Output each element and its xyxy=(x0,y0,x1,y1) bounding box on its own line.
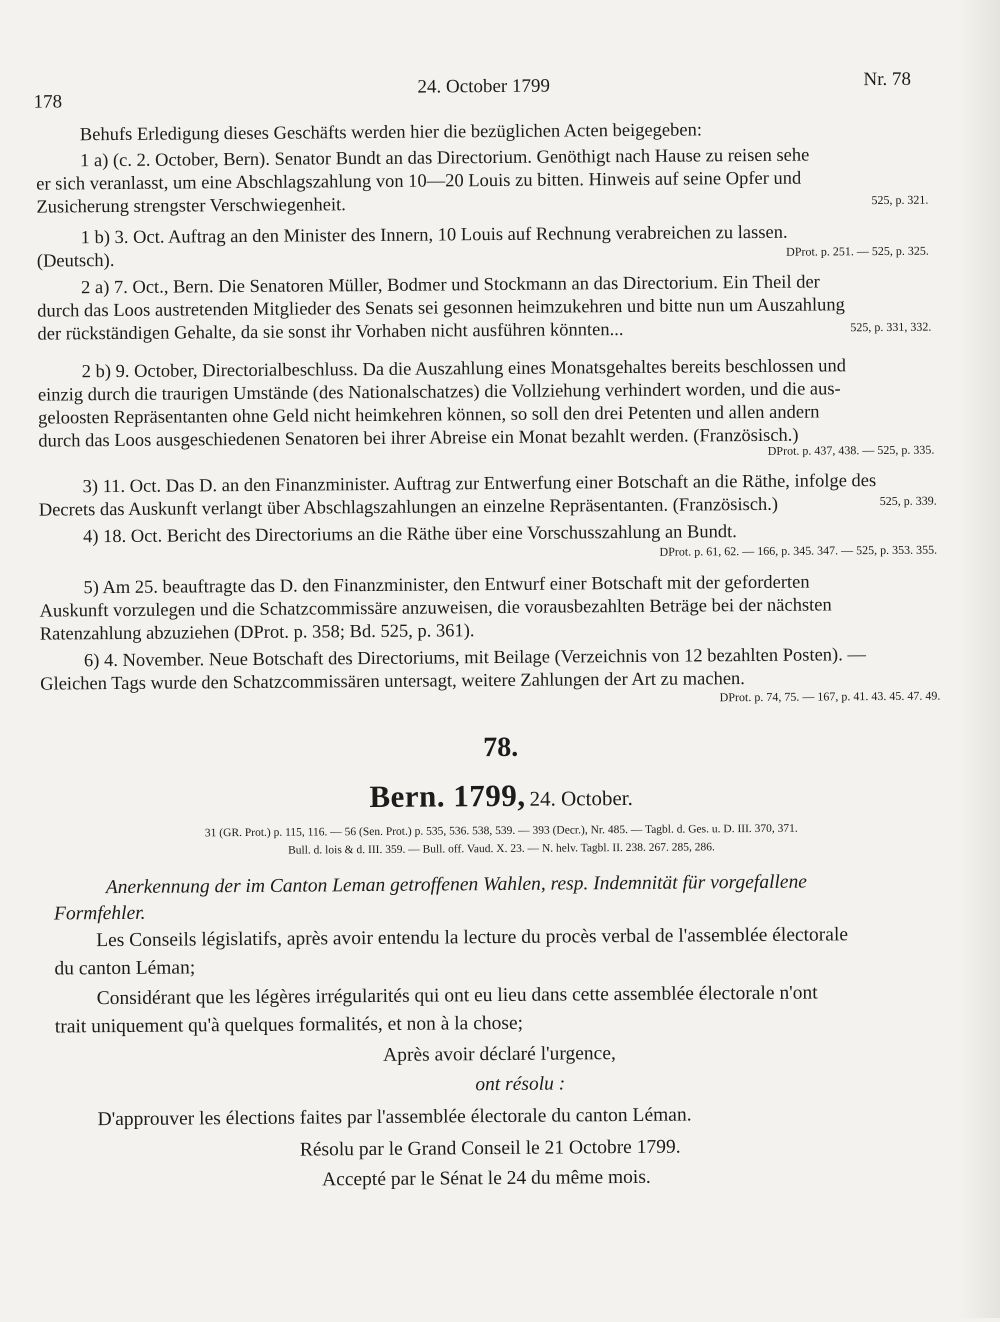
decree-heading-line2: Formfehler. xyxy=(53,902,146,925)
decree-urgence: Après avoir déclaré l'urgence, xyxy=(383,1043,616,1066)
section-number: 78. xyxy=(483,731,519,764)
section-place-year: Bern. 1799, xyxy=(369,777,526,815)
page-edge-shadow xyxy=(960,0,1000,1318)
entry-2a: 2 a) 7. Oct., Bern. Die Senatoren Müller, Bodmer und Stockmann an das Directorium. Ein Theil der durch das Loos austretenden Mitglieder des Senats sei gesonnen heimzukehren und bitte nun um Auszahlung der rückständigen Gehalte, da sie sonst ihr Vorhaben nicht ausführen könnten... xyxy=(37,272,845,345)
decree-accepted-by: Accepté par le Sénat le 24 du même mois. xyxy=(322,1166,651,1191)
intro-text: Behufs Erledigung dieses Geschäfts werden hier die bezüglichen Acten beigegeben: xyxy=(79,120,703,146)
source-references: 31 (GR. Prot.) p. 115, 116. — 56 (Sen. Prot.) p. 535, 536. 538, 539. — 393 (Decr.), Nr. 485. — Tagbl. d. Ges. u. D. III. 370, 371. Bull. d. lois & d. III. 359. — Bull. off. Vaud. X. 23. — N. helv. Tagbl. II. 238. 267. 285, 286. xyxy=(204,822,798,857)
decree-para1-line1: Les Conseils législatifs, après avoir entendu la lecture du procès verbal de l'assemblée électorale xyxy=(96,924,849,952)
document-number: Nr. 78 xyxy=(863,68,912,91)
entry-1a: 1 a) (c. 2. October, Bern). Senator Bundt an das Directorium. Genöthigt nach Hause zu reisen sehe er sich veranlasst, um eine Abschlagszahlung von 10—20 Louis zu bitten. Hinweis auf seine Opfer und Zusicherung strengster Verschwiegenheit. xyxy=(36,145,810,218)
page-number: 178 xyxy=(33,91,63,113)
entry-1b-reference: DProt. p. 251. — 525, p. 325. xyxy=(786,243,929,259)
entry-6: 6) 4. November. Neue Botschaft des Directoriums, mit Beilage (Verzeichnis von 12 bezahlten Posten). — Gleichen Tags wurde den Schatzcommissären untersagt, weitere Zahlungen der Art zu machen. xyxy=(40,645,866,695)
entry-1a-reference: 525, p. 321. xyxy=(871,192,929,208)
entry-1b: 1 b) 3. Oct. Auftrag an den Minister des Innern, 10 Louis auf Rechnung verabreichen zu lassen. (Deutsch). xyxy=(36,222,788,272)
entry-3-reference: 525, p. 339. xyxy=(879,493,937,509)
entry-2b: 2 b) 9. October, Directorialbeschluss. Da die Auszahlung eines Monatsgehaltes bereits beschlossen und einzig durch die traurigen Umstände (des Nationalschatzes) die Vollziehung verhindert worden, und die aus- geloosten Repräsentanten ohne Geld nicht heimkehren können, so soll den drei Petenten und allen andern durch das Loos ausgeschiedenen Senatoren bei ihrer Abreise ein Monat bezahlt werden. (Französisch.) xyxy=(37,356,847,452)
decree-para1-line2: du canton Léman; xyxy=(54,957,196,980)
entry-2a-reference: 525, p. 331, 332. xyxy=(850,319,932,335)
section-date: 24. October. xyxy=(529,785,633,811)
entry-3: 3) 11. Oct. Das D. an den Finanzminister. Auftrag zur Entwerfung einer Botschaft an die Räthe, infolge des Decrets das Auskunft verlangt über Abschlagszahlungen an einzelne Repräsentanten. (Französisch.) xyxy=(38,471,877,521)
decree-para2-line1: Considérant que les légères irrégularités qui ont eu lieu dans cette assemblée électorale n'ont xyxy=(96,982,818,1010)
decree-heading-line1: Anerkennung der im Canton Leman getroffenen Wahlen, resp. Indemnität für vorgefallene xyxy=(105,871,808,899)
entry-5: 5) Am 25. beauftragte das D. den Finanzminister, den Entwurf einer Botschaft mit der geforderten Auskunft vorzulegen und die Schatzcommissäre anzuweisen, die vorausbezahlten Beträge bei der nächsten Ratenzahlung abzuziehen (DProt. p. 358; Bd. 525, p. 361). xyxy=(39,572,832,645)
decree-approve: D'approuver les élections faites par l'assemblée électorale du canton Léman. xyxy=(97,1104,692,1131)
decree-para2-line2: trait uniquement qu'à quelques formalités, et non à la chose; xyxy=(54,1012,524,1038)
entry-4-reference: DProt. p. 61, 62. — 166, p. 345. 347. — 525, p. 353. 355. xyxy=(659,542,938,559)
entry-4: 4) 18. Oct. Bericht des Directoriums an die Räthe über eine Vorschusszahlung an Bundt. xyxy=(82,522,737,548)
entry-6-reference: DProt. p. 74, 75. — 167, p. 41. 43. 45. 47. 49. xyxy=(719,688,941,705)
section-title xyxy=(1,774,1000,818)
decree-resolu: ont résolu : xyxy=(475,1073,566,1096)
header-date: 24. October 1799 xyxy=(417,75,551,98)
decree-resolved-by: Résolu par le Grand Conseil le 21 Octobre 1799. xyxy=(299,1136,681,1161)
entry-2b-reference: DProt. p. 437, 438. — 525, p. 335. xyxy=(767,442,935,458)
